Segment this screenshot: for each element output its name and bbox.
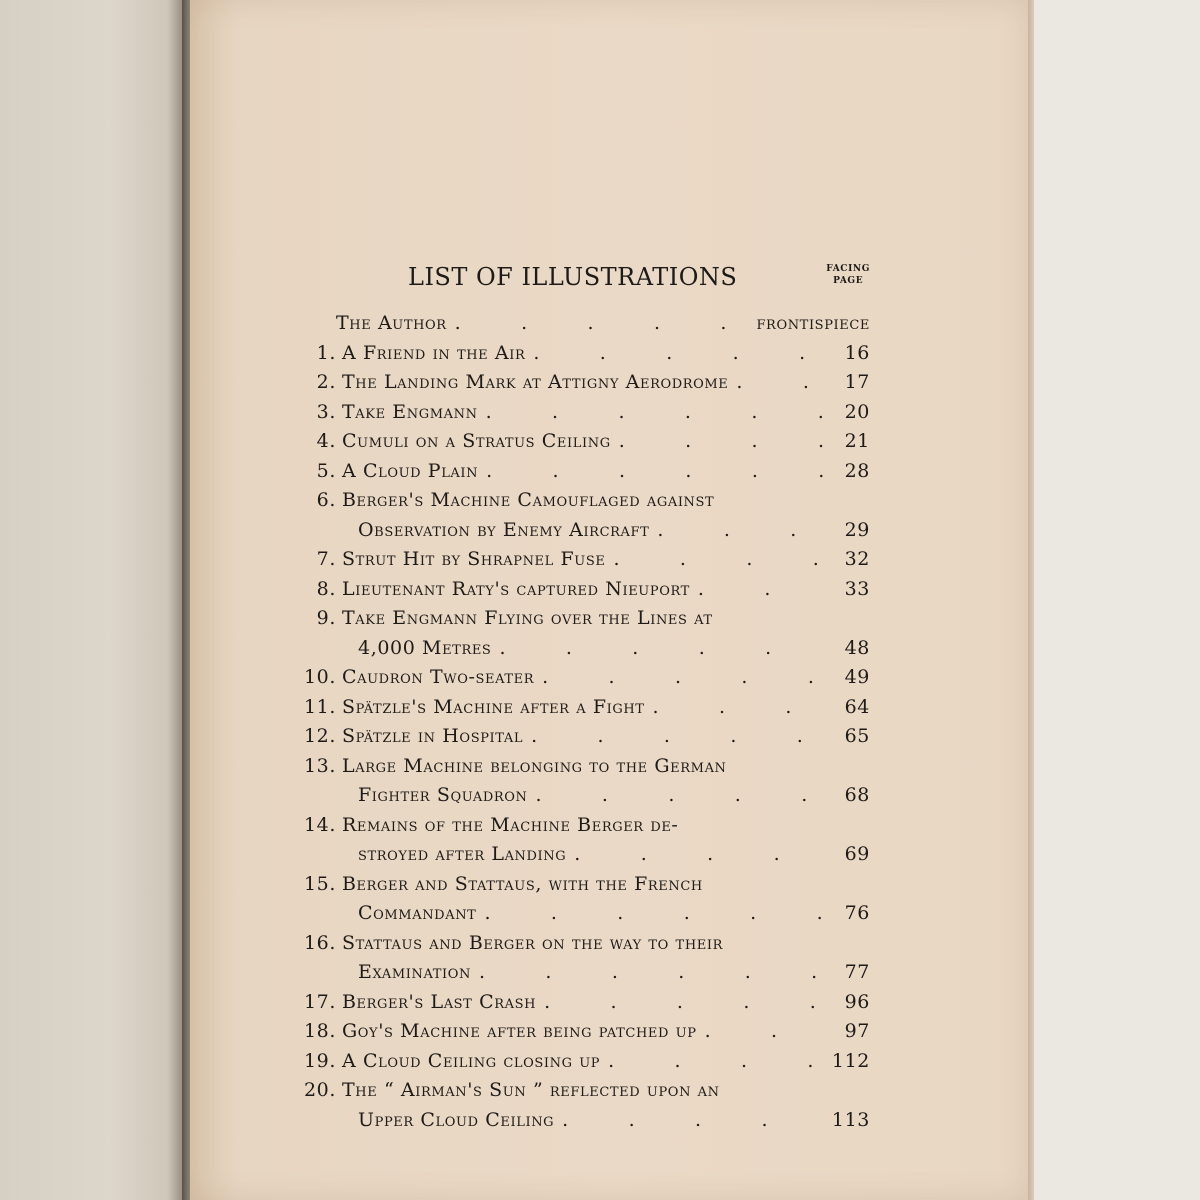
entry-page: 20 [844,400,870,423]
facing-page-label [826,263,870,287]
entry-text: Fighter Squadron [358,784,528,806]
entry-page: frontispiece [756,312,870,334]
leader-dots [486,398,832,428]
list-item [290,1047,870,1077]
leader-dots [486,457,832,487]
leader-dots [657,516,832,546]
entry-number: 20. [303,1079,336,1101]
entry-text: Berger's Last Crash [342,990,537,1013]
entry-page: 76 [844,902,870,924]
page-label: PAGE [833,276,864,286]
entry-number: 3. [316,400,336,423]
entry-page: 64 [844,695,870,718]
entry-number: 10. [303,666,336,688]
entry-page: 112 [831,1049,870,1072]
list-item [290,486,870,516]
entry-number: 17. [303,990,336,1013]
entry-page: 77 [844,961,870,983]
list-item [290,604,870,634]
leader-dots [736,368,832,398]
list-item-continuation [290,958,870,988]
list-item [290,870,870,900]
list-item-continuation [290,899,870,929]
entry-text: Strut Hit by Shrapnel Fuse [342,548,606,570]
leader-dots [484,899,832,929]
entry-page: 29 [844,518,870,541]
entry-page: 96 [844,990,870,1013]
entry-number: 2. [316,371,336,393]
entry-number: 15. [303,872,336,895]
leader-dots [698,575,832,605]
list-item-continuation [290,781,870,811]
entry-page: 32 [844,548,870,570]
entry-number: 12. [303,725,336,747]
leader-dots [608,1047,824,1077]
entry-text: Take Engmann [342,400,478,423]
leader-dots [544,988,832,1018]
book-spine-edge [182,0,190,1200]
entry-text: A Friend in the Air [342,341,526,364]
entry-text: Berger and Stattaus, with the French [342,872,703,895]
leader-dots [574,840,832,870]
entry-text: Remains of the Machine Berger de- [342,813,679,836]
leader-dots [455,309,749,339]
frontispiece-entry [290,309,870,339]
entry-page: 68 [844,784,870,806]
entry-text: A Cloud Plain [342,459,479,482]
leader-dots [619,427,832,457]
leader-dots [705,1017,832,1047]
list-item [290,1017,870,1047]
entry-number: 1. [316,341,336,364]
entry-text: Observation by Enemy Aircraft [358,518,650,541]
entry-number: 16. [303,931,336,954]
entry-number: 18. [303,1020,336,1042]
entry-text: Berger's Machine Camouflaged against [342,489,715,511]
list-item [290,457,870,487]
page-title: LIST OF ILLUSTRATIONS [408,263,738,291]
leader-dots [533,339,832,369]
list-item-continuation [290,840,870,870]
leader-dots [536,781,833,811]
entry-text: 4,000 Metres [358,636,492,659]
list-item [290,575,870,605]
list-item [290,1076,870,1106]
leader-dots [499,634,832,664]
background-surface [1034,0,1200,1200]
leader-dots [562,1106,824,1136]
list-item-continuation [290,1106,870,1136]
entry-page: 21 [844,430,870,452]
leader-dots [531,722,832,752]
list-item [290,427,870,457]
heading-row [290,255,870,309]
entry-number: 4. [316,430,336,452]
entry-number: 5. [316,459,336,482]
leader-dots [613,545,832,575]
entry-page: 16 [844,341,870,364]
entry-page: 49 [844,666,870,688]
list-item [290,339,870,369]
entry-text: Caudron Two-seater [342,666,535,688]
entry-page: 65 [844,725,870,747]
illustrations-list [290,255,870,1135]
entry-page: 17 [844,371,870,393]
entry-number: 7. [316,548,336,570]
entry-number: 6. [316,489,336,511]
list-item [290,693,870,723]
entry-text: Spätzle in Hospital [342,725,524,747]
list-item [290,929,870,959]
entry-page: 113 [831,1108,870,1131]
entry-page: 97 [844,1020,870,1042]
list-item [290,988,870,1018]
entry-page: 48 [844,636,870,659]
list-item [290,811,870,841]
entry-number: 19. [303,1049,336,1072]
facing-label: FACING [826,264,870,274]
entry-text: Commandant [358,902,477,924]
entry-text: Large Machine belonging to the German [342,754,727,777]
entry-number: 14. [303,813,336,836]
leader-dots [653,693,832,723]
entries-list [290,339,870,1136]
entry-text: Upper Cloud Ceiling [358,1108,555,1131]
entry-text: Take Engmann Flying over the Lines at [342,607,713,629]
entry-number: 9. [316,607,336,629]
leader-dots [479,958,832,988]
list-item [290,722,870,752]
entry-text: Stattaus and Berger on the way to their [342,931,723,954]
entry-number: 11. [303,695,336,718]
entry-text: A Cloud Ceiling closing up [342,1049,601,1072]
list-item [290,663,870,693]
entry-text: stroyed after Landing [358,843,567,865]
entry-text: The Author [336,312,447,334]
entry-page: 28 [844,459,870,482]
entry-number: 8. [316,577,336,600]
entry-number: 13. [303,754,336,777]
list-item-continuation [290,516,870,546]
entry-page: 69 [844,843,870,865]
list-item [290,545,870,575]
entry-page: 33 [844,577,870,600]
entry-text: Cumuli on a Stratus Ceiling [342,430,611,452]
entry-text: The Landing Mark at Attigny Aerodrome [342,371,729,393]
left-page [0,0,182,1200]
list-item [290,752,870,782]
list-item-continuation [290,634,870,664]
entry-text: Spätzle's Machine after a Fight [342,695,645,718]
list-item [290,398,870,428]
entry-text: Examination [358,961,471,983]
entry-text: The “ Airman's Sun ” reflected upon an [342,1079,720,1101]
list-item [290,368,870,398]
entry-text: Lieutenant Raty's captured Nieuport [342,577,690,600]
entry-text: Goy's Machine after being patched up [342,1020,697,1042]
leader-dots [542,663,832,693]
